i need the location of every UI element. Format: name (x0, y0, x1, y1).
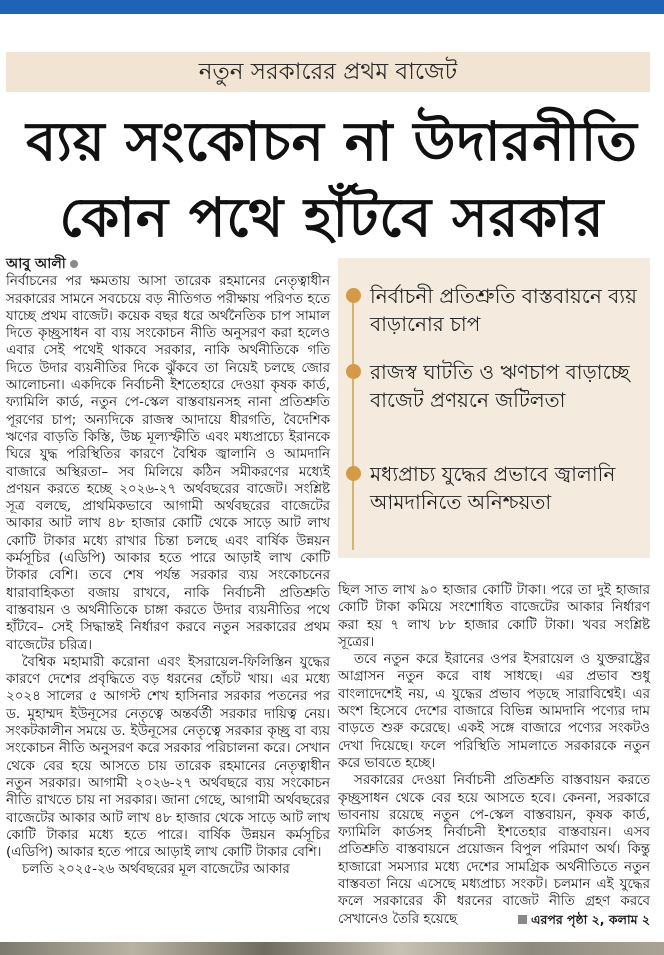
paragraph: তবে নতুন করে ইরানের ওপর ইসরায়েল ও যুক্তরাষ্ট্রের আগ্রাসন নতুন করে বাধ সাধছে। এর প্রভাব শুধু বাংলাদেশেই নয়, এ যুদ্ধের প্রভাব পড়ছে সারাবিশ্বেই। এর অংশ হিসেবে দেশের বাজারে বিভিন্ন আমদানি পণ্যের দাম বাড়তে শুরু করেছে। একই সঙ্গে বাজারে পণ্যের সংকটও দেখা দিয়েছে। ফলে পরিস্থিতি সামলাতে সরকারকে নতুন করে ভাবতে হচ্ছে। (338, 652, 650, 771)
bullet-dot-icon (346, 288, 361, 303)
timeline-line (352, 288, 354, 550)
top-color-bar (0, 0, 664, 14)
continued-jump: এরপর পৃষ্ঠা ২, কলাম ২ (518, 911, 650, 928)
headline (0, 104, 664, 256)
paragraph: সরকারের দেওয়া নির্বাচনী প্রতিশ্রুতি বাস্তবায়ন করতে কৃচ্ছ্রসাধন থেকে বের হয়ে আসতে হবে। কেননা, সরকারে ভাবনায় রয়েছে নতুন পে-স্কেল বাস্তবায়ন, কৃষক কার্ড, ফ্যামিলি কার্ডসহ নির্বাচনী ইশতেহার বাস্তবায়ন। এসব প্রতিশ্রুতি বাস্তবায়নে প্রয়োজন বিপুল পরিমাণ অর্থ। কিন্তু হাজারো সমস্যার মধ্যে দেশের সামগ্রিক অর্থনীতিতে নতুন বাস্তবতা নিয়ে এসেছে মধ্যপ্রাচ্য সংকট। চলমান এই যুদ্ধের ফলে সরকারের কী ধরনের বাজেট নীতি গ্রহণ করবে সেখানেও তৈরি হয়েছে এরপর পৃষ্ঠা ২, কলাম ২ (338, 773, 650, 927)
paragraph: ছিল সাত লাখ ৯০ হাজার কোটি টাকা। পরে তা দুই হাজার কোটি টাকা কমিয়ে সংশোধিত বাজেটের আকার নির্ধারণ করা হয় ৭ লাখ ৮৮ হাজার কোটি টাকা। খবর সংশ্লিষ্ট সূত্রের। (338, 583, 650, 650)
bullet-dot-icon (346, 364, 361, 379)
byline (6, 256, 330, 273)
square-bullet-icon (518, 915, 527, 924)
highlight-item: নির্বাচনী প্রতিশ্রুতি বাস্তবায়নে ব্যয় বাড়ানোর চাপ (370, 282, 640, 338)
article-column-left (6, 256, 330, 879)
highlights-box (338, 258, 650, 558)
bullet-dot-icon (346, 466, 361, 481)
article-column-right (338, 582, 650, 928)
author-name: আবু আলী (6, 256, 66, 272)
photo-strip (0, 942, 664, 955)
paragraph: চলতি ২০২৫-২৬ অর্থবছরের মূল বাজেটের আকার (22, 862, 290, 878)
highlight-item: মধ্যপ্রাচ্য যুদ্ধের প্রভাবে জ্বালানি আমদানিতে অনিশ্চয়তা (370, 460, 640, 516)
headline-line-2: কোন পথে হাঁটবে সরকার (59, 186, 605, 249)
highlight-item: রাজস্ব ঘাটতি ও ঋণচাপ বাড়াচ্ছে বাজেট প্রণয়নে জটিলতা (370, 358, 640, 414)
headline-line-1: ব্যয় সংকোচন না উদারনীতি (26, 110, 638, 173)
byline-dot-icon (70, 260, 78, 268)
paragraph: নির্বাচনের পর ক্ষমতায় আসা তারেক রহমানের নেতৃত্বাধীন সরকারের সামনে সবচেয়ে বড় নীতিগত পরীক্ষায় পরিণত হতে যাচ্ছে প্রথম বাজেট। কয়েক বছর ধরে অর্থনৈতিক চাপ সামাল দিতে কৃচ্ছ্রসাধন বা ব্যয় সংকোচন নীতি অনুসরণ করা হলেও এবার সেই পথেই থাকবে সরকার, নাকি অর্থনীতিকে গতি দিতে উদার ব্যয়নীতির দিকে ঝুঁকবে তা নিয়েই চলছে জোর আলোচনা। একদিকে নির্বাচনী ইশতেহারে দেওয়া কৃষক কার্ড, ফ্যামিলি কার্ড, নতুন পে-স্কেল বাস্তবায়নসহ নানা প্রতিশ্রুতি পূরণের চাপ; অন্যদিকে রাজস্ব আদায়ে ধীরগতি, বৈদেশিক ঋণের বাড়তি কিস্তি, উচ্চ মূল্যস্ফীতি এবং মধ্যপ্রাচ্যে ইরানকে ঘিরে যুদ্ধ পরিস্থিতির কারণে বৈশ্বিক জ্বালানি ও আমদানি বাজারে অস্থিরতা– সব মিলিয়ে কঠিন সমীকরণের মধ্যেই প্রণয়ন করতে হচ্ছে ২০২৬-২৭ অর্থবছরের বাজেট। সংশ্লিষ্ট সূত্র বলছে, প্রাথমিকভাবে আগামী অর্থবছরের বাজেটের আকার আট লাখ ৪৮ হাজার কোটি থেকে সাড়ে আট লাখ কোটি টাকার মধ্যে রাখার চিন্তা চলছে এবং বার্ষিক উন্নয়ন কর্মসূচির (এডিপি) আকার হতে পারে আড়াই লাখ কোটি টাকার বেশি। তবে শেষ পর্যন্ত সরকার ব্যয় সংকোচনের ধারাবাহিকতা বজায় রাখবে, নাকি নির্বাচনী প্রতিশ্রুতি বাস্তবায়ন ও অর্থনীতিকে চাঙ্গা করতে উদার ব্যয়নীতির পথে হাঁটবে– সেই সিদ্ধান্তই নির্ধারণ করবে নতুন সরকারের প্রথম বাজেটের চরিত্র। (6, 274, 330, 653)
paragraph: বৈশ্বিক মহামারী করোনা এবং ইসরায়েল-ফিলিস্তিন যুদ্ধের কারণে দেশের প্রবৃদ্ধিতে বড় ধরনের হোঁচট খায়। এর মধ্যে ২০২৪ সালের ৫ আগস্ট শেখ হাসিনার সরকার পতনের পর ড. মুহাম্মদ ইউনূসের নেতৃত্বে অন্তর্বর্তী সরকার দায়িত্ব নেয়। সংকটকালীন সময়ে ড. ইউনূসের নেতৃত্বে সরকার কৃচ্ছ্র বা ব্যয় সংকোচন নীতি অনুসরণ করে সরকার পরিচালনা করে। সেখান থেকে বের হয়ে আসতে চায় তারেক রহমানের নেতৃত্বাধীন নতুন সরকার। আগামী ২০২৬-২৭ অর্থবছরে ব্যয় সংকোচন নীতি রাখতে চায় না সরকার। জানা গেছে, আগামী অর্থবছরের বাজেটের আকার আট লাখ ৪৮ হাজার থেকে সাড়ে আট লাখ কোটি টাকার মধ্যে হতে পারে। বার্ষিক উন্নয়ন কর্মসূচির (এডিপি) আকার হতে পারে আড়াই লাখ কোটি টাকার বেশি। (6, 654, 330, 861)
kicker: নতুন সরকারের প্রথম বাজেট (6, 52, 650, 92)
